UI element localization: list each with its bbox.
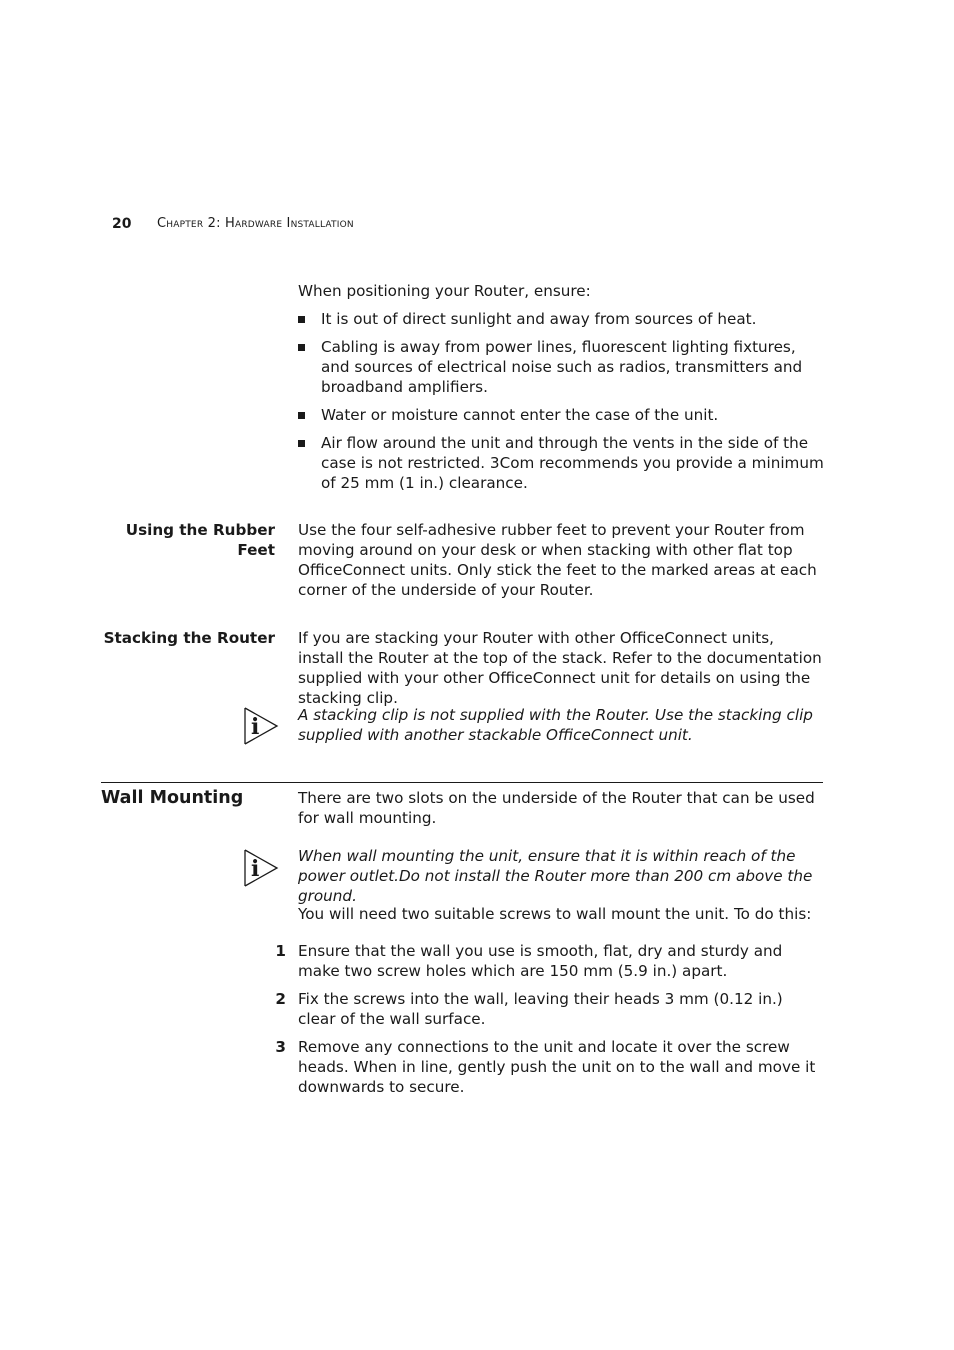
- list-item: Cabling is away from power lines, fluorescent lighting fixtures, and sources of electrical noise such as radios, transmitters and broadband amplifiers.: [298, 337, 824, 397]
- info-icon: [243, 706, 279, 746]
- list-item: Air flow around the unit and through the vents in the side of the case is not restricted. 3Com recommends you provide a minimum of 25 mm (1 in.) clearance.: [298, 433, 824, 493]
- wall-mounting-text: There are two slots on the underside of the Router that can be used for wall mounting.: [298, 789, 815, 827]
- svg-text:i: i: [251, 856, 260, 882]
- bullet-square-icon: [298, 412, 305, 419]
- list-item: Water or moisture cannot enter the case of the unit.: [298, 405, 824, 425]
- positioning-intro: When positioning your Router, ensure:: [298, 282, 591, 300]
- stacking-heading: Stacking the Router: [103, 629, 275, 647]
- step-number: 3: [275, 1038, 286, 1056]
- stacking-note: A stacking clip is not supplied with the Router. Use the stacking clip supplied with another stackable OfficeConnect unit.: [298, 706, 813, 744]
- info-icon: [243, 848, 279, 888]
- step-item: [270, 989, 824, 1029]
- bullet-square-icon: [298, 440, 305, 447]
- rubber-feet-text: Use the four self-adhesive rubber feet to prevent your Router from moving around on your desk or when stacking with other flat top OfficeConnect units. Only stick the feet to the marked areas at each corner of the underside of your Router.: [298, 521, 817, 599]
- mounting-steps: [270, 941, 824, 1105]
- section-divider: [101, 782, 823, 783]
- step-text: Fix the screws into the wall, leaving their heads 3 mm (0.12 in.) clear of the wall surface.: [298, 990, 783, 1028]
- step-number: 2: [275, 990, 286, 1008]
- svg-text:i: i: [251, 714, 260, 740]
- page-number: 20: [112, 216, 132, 232]
- wall-mounting-heading: Wall Mounting: [101, 788, 244, 808]
- chapter-title: Chapter 2: Hardware Installation: [157, 216, 354, 231]
- step-item: [270, 941, 824, 981]
- rubber-feet-heading: Using the Rubber Feet: [125, 521, 275, 559]
- step-item: [270, 1037, 824, 1097]
- bullet-square-icon: [298, 316, 305, 323]
- stacking-text: If you are stacking your Router with other OfficeConnect units, install the Router at the top of the stack. Refer to the documentation supplied with your other OfficeConnect unit for details on using the stacking clip.: [298, 629, 822, 707]
- screws-intro: You will need two suitable screws to wall mount the unit. To do this:: [298, 905, 812, 923]
- step-number: 1: [275, 942, 286, 960]
- step-text: Ensure that the wall you use is smooth, flat, dry and sturdy and make two screw holes which are 150 mm (5.9 in.) apart.: [298, 942, 783, 980]
- bullet-square-icon: [298, 344, 305, 351]
- positioning-list: [298, 309, 824, 501]
- wall-mounting-note: When wall mounting the unit, ensure that it is within reach of the power outlet.Do not install the Router more than 200 cm above the ground.: [298, 847, 813, 905]
- list-item: It is out of direct sunlight and away from sources of heat.: [298, 309, 824, 329]
- step-text: Remove any connections to the unit and locate it over the screw heads. When in line, gently push the unit on to the wall and move it downwards to secure.: [298, 1038, 816, 1096]
